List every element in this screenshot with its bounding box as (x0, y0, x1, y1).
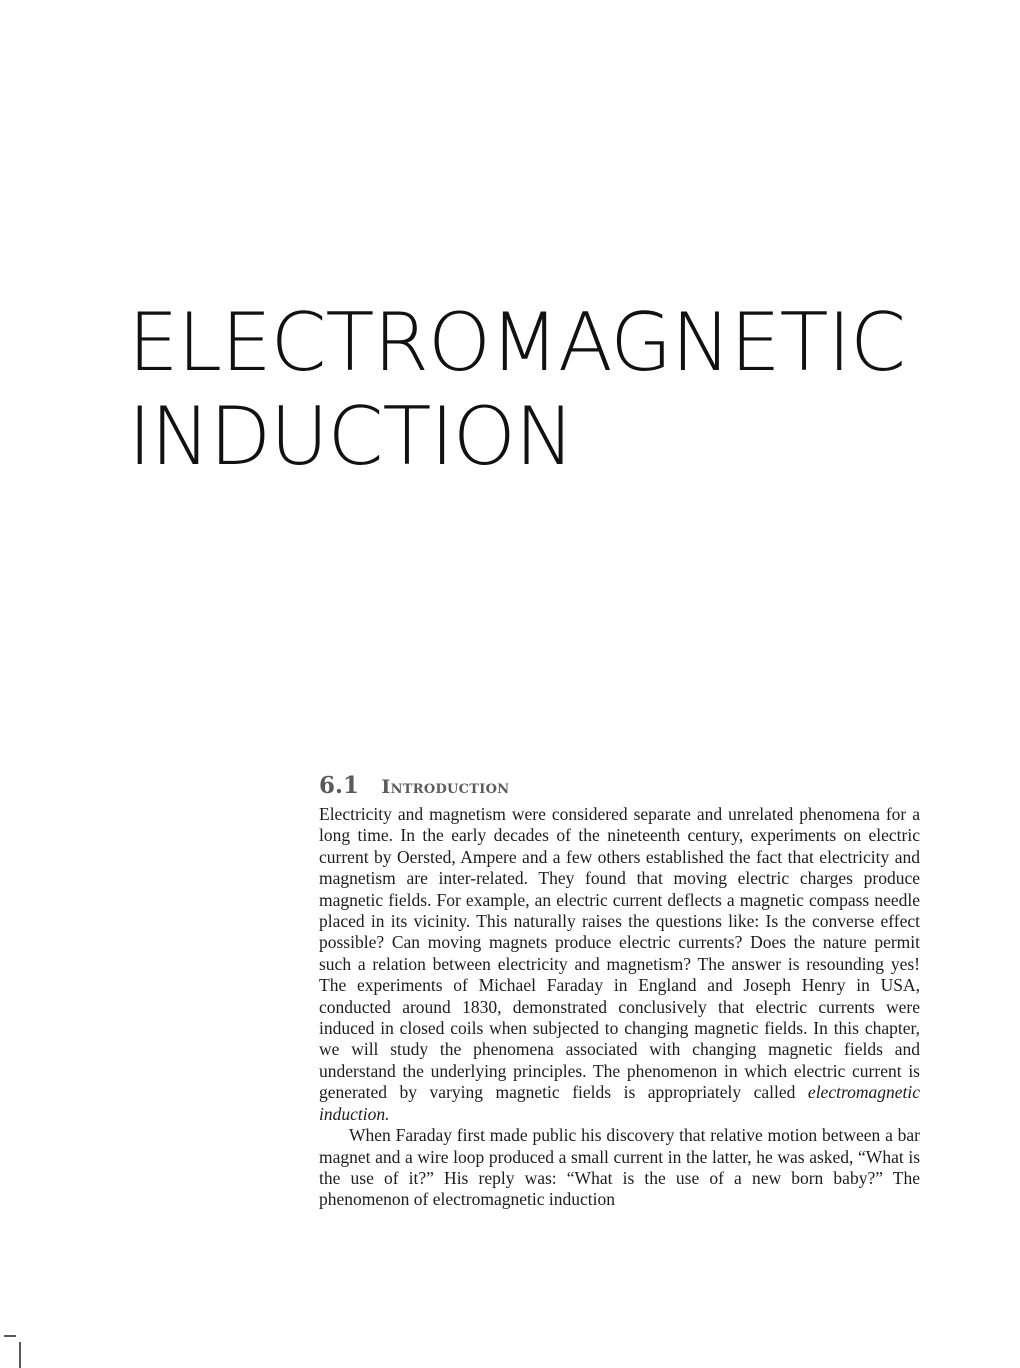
faraday-paragraph: When Faraday first made public his discovery that relative motion between a bar magnet and a wire loop produced a small current in the latter, he was asked, “What is the use of it?” His reply was: “What is the use of a new born baby?” The phenomenon of electromagnetic induction (319, 1125, 920, 1210)
section-title: Introduction (381, 776, 510, 798)
chapter-title (128, 296, 905, 484)
crop-mark-icon (0, 1328, 28, 1368)
section-introduction (319, 770, 920, 1211)
chapter-title-line-1: ELECTROMAGNETIC (128, 296, 905, 389)
intro-paragraph-text: Electricity and magnetism were considered separate and unrelated phenomena for a long time. In the early decades of the nineteenth century, experiments on electric current by Oersted, Ampere and a few others established the fact that electricity and magnetism are inter-related. They found that moving electric charges produce magnetic fields. For example, an electric current deflects a magnetic compass needle placed in its vicinity. This naturally raises the questions like: Is the converse effect possible? Can moving magnets produce electric currents? Does the nature permit such a relation between electricity and magnetism? The answer is resounding yes! The experiments of Michael Faraday in England and Joseph Henry in USA, conducted around 1830, demonstrated conclusively that electric currents were induced in closed coils when subjected to changing magnetic fields. In this chapter, we will study the phenomena associated with changing magnetic fields and understand the underlying principles. The phenomenon in which electric current is generated by varying magnetic fields is appropriately called (319, 804, 920, 1103)
intro-paragraph (319, 804, 920, 1125)
intro-paragraph-term: electromagnetic induction. (319, 1082, 921, 1124)
chapter-title-line-2: INDUCTION (128, 390, 574, 483)
section-number: 6.1 (319, 772, 360, 799)
section-heading (319, 770, 920, 799)
